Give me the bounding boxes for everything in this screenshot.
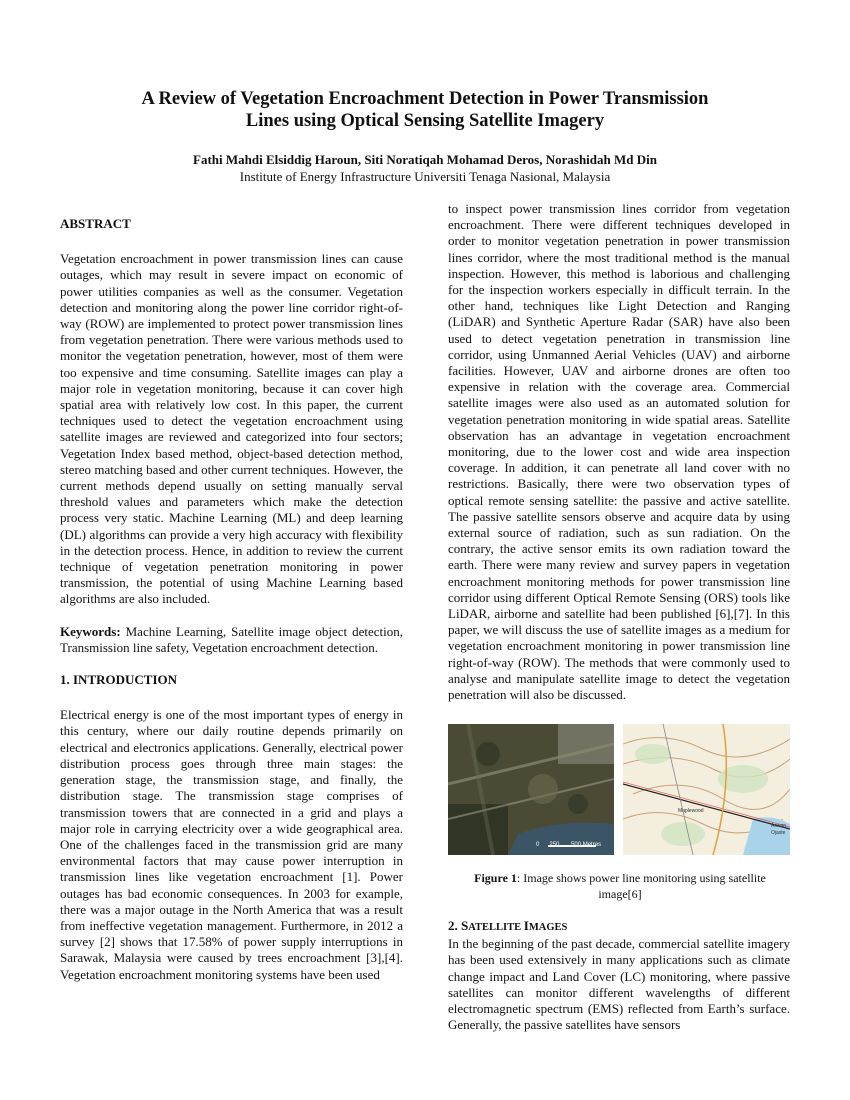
keywords-label: Keywords: [60,623,121,639]
paper-title-line-1: A Review of Vegetation Encroachment Detection in Power Transmission [141,89,709,109]
figure-1-label: Figure 1 [474,871,517,885]
map-label-2: Aswan [771,823,787,829]
figure-1-caption-text: : Image shows power line monitoring using satellite image[6] [516,871,766,901]
figure-1 [448,724,790,855]
authors: Fathi Mahdi Elsiddig Haroun, Siti Noratiqah Mohamad Deros, Norashidah Md Din [193,152,657,167]
abstract-text: Vegetation encroachment in power transmission lines can cause outages, which may result in severe impact on economic of power utilities companies as well as the consumer. Vegetation detection and monitoring along the power line corridor right-of-way (ROW) are implemented to protect power transmission lines from vegetation penetration. There were various methods used to monitor the vegetation penetration, however, most of them were too expensive and time consuming. Satellite images can play a major role in vegetation monitoring, because it can cover high spatial area with relatively low cost. In this paper, the current techniques used to detect the vegetation encroachment using satellite images are reviewed and categorized into four sectors; Vegetation Index based method, object-based detection method, stereo matching based and other current techniques. However, the current methods depend usually on setting manually serval threshold values and parameters which make the detection process very static. Machine Learning (ML) and deep learning (DL) algorithms can provide a very high accuracy with flexibility in the detection process. Hence, in addition to review the current technique of vegetation penetration monitoring in power transmission, the potential of using Machine Learning based algorithms are also included. [60,251,403,607]
right-column [448,201,790,703]
map-label-3: Ojaste [771,830,786,836]
section-2-heading: 2. SATELLITE IMAGES [448,918,568,933]
abstract-heading: ABSTRACT [60,216,131,231]
section-2-text: In the beginning of the past decade, commercial satellite imagery has been used extensively in many applications such as climate change impact and Land Cover (LC) monitoring, where passive satellites can monitor different wavelengths of different electromagnetic spectrum (EMS) reflected from Earth’s surface. Generally, the passive satellites have sensors [448,936,790,1033]
keywords-text: Machine Learning, Satellite image object detection, Transmission line safety, Vegetation encroachment detection. [60,623,403,655]
scale-bar [536,842,601,848]
keywords [60,624,403,656]
affiliation: Institute of Energy Infrastructure Universiti Tenaga Nasional, Malaysia [239,169,611,184]
scale-250: 250 [549,842,560,848]
figure-1-caption [460,870,780,902]
introduction-text-left: Electrical energy is one of the most important types of energy in this century, where our daily routine depends primarily on electrical and electronics applications. Generally, electrical power distribution process goes through three main stages: the generation stage, the transmission stage, and finally, the distribution stage. The transmission stage comprises of transmission towers that are connected in a grid and plays a major role in carrying electricity over a wide geographical area. One of the challenges faced in the transmission grid are many environmental factors that may cause power interruption in transmission lines like vegetation encroachment [1]. Power outages has bad economic consequences. In 2003 for example, there was a major outage in the North America that was a result from ineffective vegetation management. Furthermore, in 2012 a survey [2] shows that 17.58% of power supply interruptions in Sarawak, Malaysia were caused by trees encroachment [3],[4]. Vegetation encroachment monitoring systems have been used [60,707,403,982]
section-2 [448,918,790,1033]
paper-title-line-2: Lines using Optical Sensing Satellite Imagery [245,111,605,131]
left-column [60,216,403,983]
paper-title [60,88,790,132]
satellite-photo [448,724,614,855]
map-label-1: Maplewood [678,808,704,814]
introduction-text-right: to inspect power transmission lines corridor from vegetation encroachment. There were different techniques developed in order to monitor vegetation penetration in power transmission lines corridor, where the most traditional method is the manual inspection. However, this method is laborious and challenging for the inspection workers especially in difficult terrain. In the other hand, techniques like Light Detection and Ranging (LiDAR) and Synthetic Aperture Radar (SAR) have also been used to detect vegetation penetration in transmission line corridor, using Unmanned Aerial Vehicles (UAV) and airborne facilities. However, UAV and airborne drones are often too expensive in relation with the coverage area. Commercial satellite images were also used as an automated solution for vegetation penetration monitoring in wide spatial areas. Satellite observation has an advantage in vegetation encroachment monitoring, due to the lower cost and wide area inspection coverage. In addition, it can penetrate all land cover with no restrictions. Basically, there were two observation types of optical remote sensing satellite: the passive and active satellite. The passive satellite sensors observe and acquire data by using external source of radiation, such as sun radiation. On the contrary, the active sensor emits its own radiation toward the earth. There were many review and survey papers in vegetation encroachment monitoring methods for power transmission line corridor using different Optical Remote Sensing (ORS) tools like LiDAR, airborne and satellite had been published [6],[7]. In this paper, we will discuss the use of satellite images as a medium for vegetation encroachment monitoring in power transmission line right-of-way (ROW). The methods that were commonly used to analyse and manipulate satellite image to detect the vegetation penetration will also be discussed. [448,201,790,703]
scale-500: 500 Metres [571,842,602,848]
scale-0: 0 [536,842,540,848]
introduction-heading: 1. INTRODUCTION [60,672,178,688]
topographic-map [623,724,790,855]
map-drawing [623,724,790,855]
satellite-photo-texture [448,724,614,855]
